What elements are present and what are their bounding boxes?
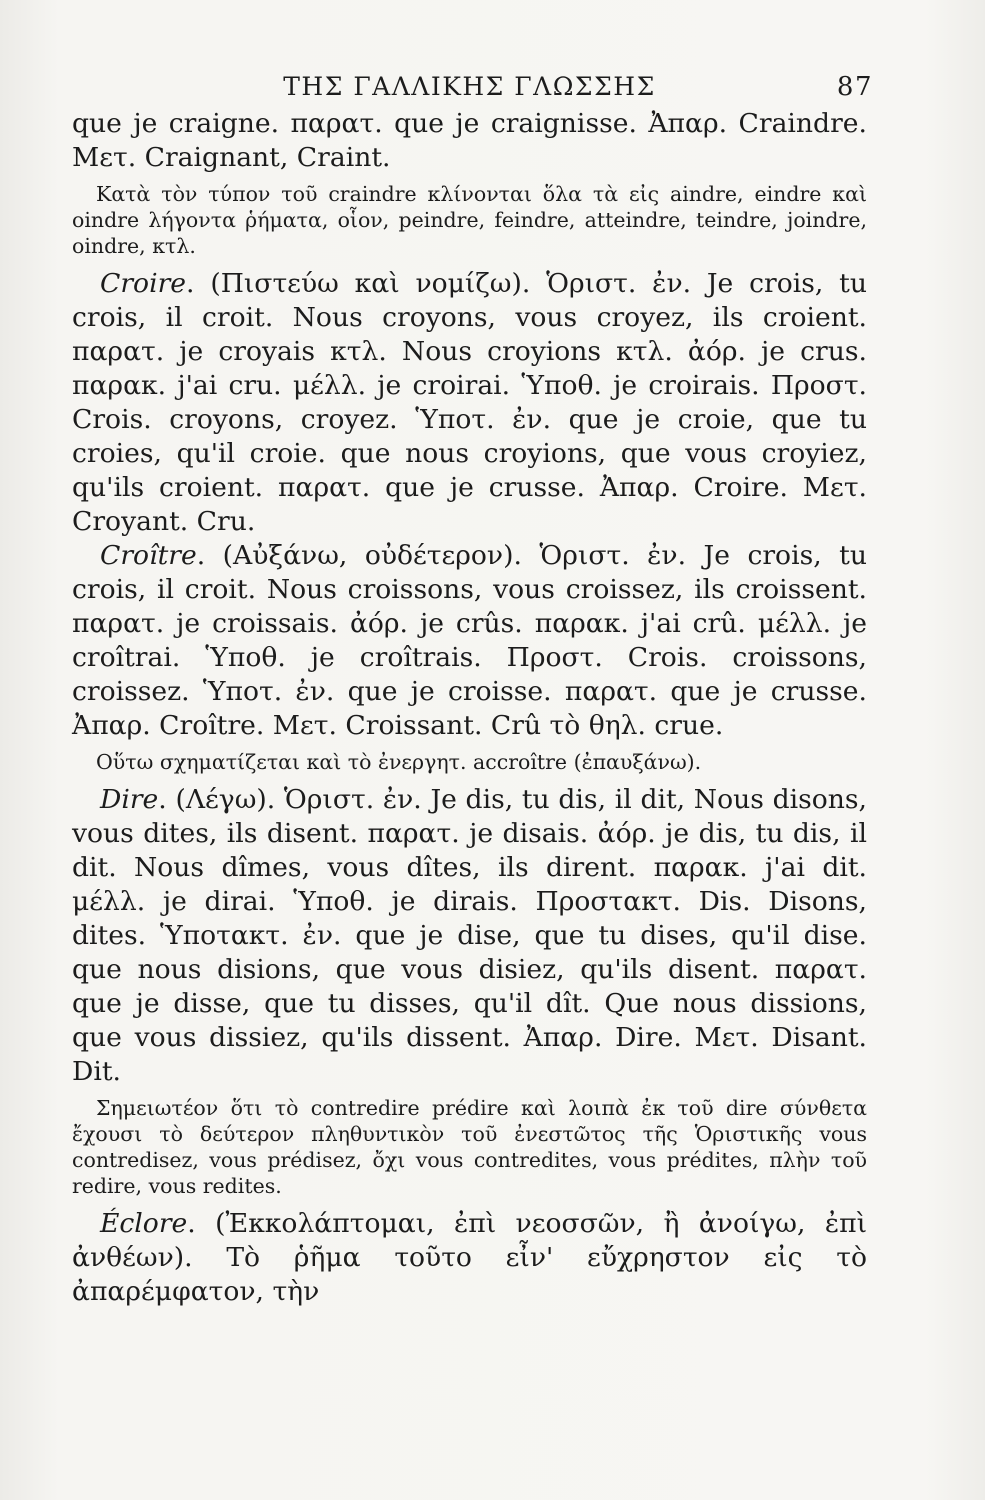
page-number: 87 bbox=[836, 72, 873, 102]
entry-text: . (Λέγω). Ὁριστ. ἐν. Je dis, tu dis, il dit, Nous disons, vous dites, ils disent. παρατ. je disais. ἀόρ. je dis, tu dis, il dit. Nous dîmes, vous dîtes, ils dirent. παρακ. j'ai dit. μέλλ. je dirai. Ὑποθ. je dirais. Προστακτ. Dis. Disons, dites. Ὑποτακτ. ἐν. que je dise, que tu dises, qu'il dise. que nous disions, que vous disiez, qu'ils disent. παρατ. que je disse, que tu disses, qu'il dît. Que nous dissions, que vous dissiez, qu'ils dissent. Ἀπαρ. Dire. Μετ. Disant. Dit. bbox=[72, 784, 867, 1087]
headword-dire: Dire bbox=[100, 784, 159, 815]
note-contredire bbox=[72, 1095, 867, 1199]
headword-croire: Croire bbox=[100, 268, 187, 299]
running-title: ΤΗΣ ΓΑΛΛΙΚΗΣ ΓΛΩΣΣΗΣ bbox=[283, 72, 656, 101]
paragraph-text: que je craigne. παρατ. que je craignisse. Ἀπαρ. Craindre. Μετ. Craignant, Craint. bbox=[72, 108, 867, 173]
entry-croire bbox=[72, 267, 867, 539]
headword-eclore: Éclore bbox=[100, 1208, 188, 1239]
entry-text: . (Αὐξάνω, οὐδέτερον). Ὁριστ. ἐν. Je crois, tu crois, il croit. Nous croissons, vous croissez, ils croissent. παρατ. je croissais. ἀόρ. je crûs. παρακ. j'ai crû. μέλλ. je croîtrai. Ὑποθ. je croîtrais. Προστ. Crois. croissons, croissez. Ὑποτ. ἐν. que je croisse. παρατ. que je crusse. Ἀπαρ. Croître. Μετ. Croissant. Crû τὸ θηλ. crue. bbox=[72, 540, 867, 741]
note-text: Οὕτω σχηματίζεται καὶ τὸ ἐνεργητ. accroître (ἐπαυξάνω). bbox=[96, 750, 702, 774]
entry-text: . (Ἐκκολάπτομαι, ἐπὶ νεοσσῶν, ἢ ἀνοίγω, ἐπὶ ἀνθέων). Τὸ ῥῆμα τοῦτο εἶν' εὔχρηστον εἰς τὸ ἀπαρέμφατον, τὴν bbox=[72, 1208, 867, 1307]
note-craindre-pattern bbox=[72, 181, 867, 259]
note-accroitre bbox=[72, 749, 867, 775]
note-text: Κατὰ τὸν τύπον τοῦ craindre κλίνονται ὅλα τὰ εἰς aindre, eindre καὶ oindre λήγοντα ῥήματα, οἷον, peindre, feindre, atteindre, teindre, joindre, oindre, κτλ. bbox=[72, 182, 867, 258]
entry-dire bbox=[72, 783, 867, 1089]
paragraph-craindre-end bbox=[72, 107, 867, 175]
entry-text: . (Πιστεύω καὶ νομίζω). Ὁριστ. ἐν. Je crois, tu crois, il croit. Nous croyons, vous croyez, ils croient. παρατ. je croyais κτλ. Nous croyions κτλ. ἀόρ. je crus. παρακ. j'ai cru. μέλλ. je croirai. Ὑποθ. je croirais. Προστ. Crois. croyons, croyez. Ὑποτ. ἐν. que je croie, que tu croies, qu'il croie. que nous croyions, que vous croyiez, qu'ils croient. παρατ. que je crusse. Ἀπαρ. Croire. Μετ. Croyant. Cru. bbox=[72, 268, 867, 537]
running-header bbox=[72, 72, 873, 102]
headword-croitre: Croître bbox=[100, 540, 197, 571]
note-text: Σημειωτέον ὅτι τὸ contredire prédire καὶ λοιπὰ ἐκ τοῦ dire σύνθετα ἔχουσι τὸ δεύτερον πληθυντικὸν τοῦ ἐνεστῶτος τῆς Ὁριστικῆς vous contredisez, vous prédisez, ὄχι vous contredites, vous prédites, πλὴν τοῦ redire, vous redites. bbox=[72, 1096, 867, 1198]
entry-croitre bbox=[72, 539, 867, 743]
entry-eclore bbox=[72, 1207, 867, 1309]
